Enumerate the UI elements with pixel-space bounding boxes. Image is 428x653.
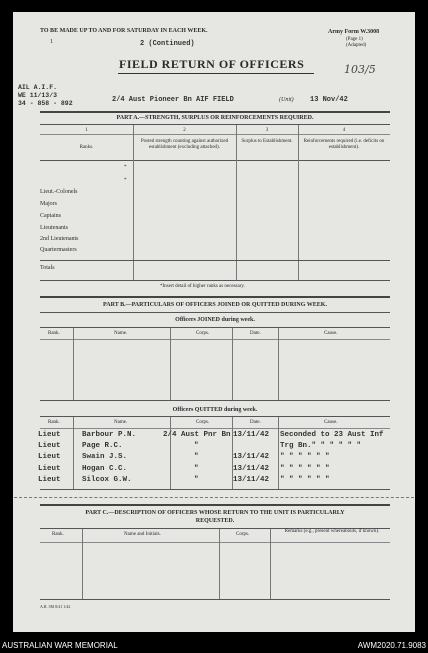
- rule: [40, 280, 390, 281]
- rank-label: Lieut.-Colonels: [40, 189, 78, 195]
- handwritten-reference: 103/5: [344, 63, 376, 76]
- col-date: Date.: [250, 331, 261, 336]
- row-name: Swain J.S.: [82, 453, 128, 461]
- col-date: Date.: [250, 420, 261, 425]
- part-a-title: PART A.—STRENGTH, SURPLUS OR REINFORCEMENTS REQUIRED.: [116, 115, 314, 121]
- part-c-title-line1: PART C.—DESCRIPTION OF OFFICERS WHOSE RETURN TO THE UNIT IS PARTICULARLY: [85, 510, 345, 516]
- rank-label: Lieutenants: [40, 225, 68, 231]
- column-divider: [298, 125, 299, 280]
- col-name: Name.: [114, 420, 128, 425]
- rank-label: Majors: [40, 201, 57, 207]
- rule: [40, 599, 390, 600]
- col-rank: Rank.: [48, 420, 60, 425]
- col-number: 4: [342, 128, 346, 133]
- column-divider: [73, 417, 74, 489]
- column-divider: [270, 529, 271, 599]
- rule: [40, 339, 390, 340]
- column-divider: [232, 328, 233, 400]
- row-corps: ": [194, 465, 199, 473]
- rule: [40, 134, 390, 135]
- col-remarks: Remarks (e.g., present whereabouts, if known).: [284, 529, 380, 534]
- col-header-ranks: Ranks.: [79, 145, 94, 150]
- col-number: 2: [183, 128, 186, 133]
- row-name: Hogan C.C.: [82, 465, 128, 473]
- footnote: *Insert detail of higher ranks as necessary.: [160, 284, 245, 289]
- army-form-label: Army Form W.3008: [328, 29, 380, 35]
- row-date: 13/11/42: [233, 476, 270, 484]
- rule: [40, 160, 390, 161]
- row-corps: 2/4 Aust Pnr Bn: [163, 431, 231, 439]
- rank-label: Captains: [40, 213, 61, 219]
- archive-id: AWM2020.71.9083: [357, 641, 426, 650]
- col-corps: Corps.: [196, 420, 210, 425]
- rule: [40, 542, 390, 543]
- col-header-reinforcements: Reinforcements required (i.e. deficits on establishment).: [303, 139, 385, 150]
- row-corps: ": [194, 476, 199, 484]
- unit-typed: 2/4 Aust Pioneer Bn AIF FIELD: [112, 96, 234, 104]
- row-cause: Trg Bn." " " " " ": [280, 442, 362, 450]
- column-divider: [170, 328, 171, 400]
- row-rank: Lieut: [38, 442, 61, 450]
- adapted-label: (Adapted): [346, 43, 367, 48]
- page-label: (Page 1): [346, 37, 363, 42]
- date-typed: 13 Nov/42: [310, 96, 348, 104]
- column-divider: [219, 529, 220, 599]
- archive-footer: [0, 638, 428, 653]
- quitted-title: Officers QUITTED during week.: [172, 407, 258, 413]
- row-rank: Lieut: [38, 465, 61, 473]
- rank-label: 2nd Lieutenants: [40, 236, 79, 242]
- col-corps: Corps.: [196, 331, 210, 336]
- row-rank: Lieut: [38, 431, 61, 439]
- rule: [40, 124, 390, 125]
- row-corps: ": [194, 453, 199, 461]
- column-divider: [82, 529, 83, 599]
- file-stamp-line: WE 11/13/3: [18, 92, 58, 99]
- pencil-mark: 1: [50, 39, 53, 45]
- archive-name: AUSTRALIAN WAR MEMORIAL: [2, 641, 118, 650]
- file-stamp-line: 34 - 858 - 892: [18, 100, 73, 107]
- star-mark: *: [124, 178, 127, 183]
- rule: [40, 312, 390, 313]
- joined-title: Officers JOINED during week.: [175, 317, 255, 323]
- form-title: FIELD RETURN OF OFFICERS: [119, 57, 305, 71]
- col-cause: Cause.: [324, 420, 338, 425]
- rule: [40, 296, 390, 298]
- notice-text: TO BE MADE UP TO AND FOR SATURDAY IN EACH WEEK.: [40, 28, 208, 34]
- row-date: 13/11/42: [233, 453, 270, 461]
- rule: [40, 428, 390, 429]
- column-divider: [236, 125, 237, 280]
- rule: [40, 111, 390, 113]
- rule: [40, 504, 390, 506]
- row-name: Silcox G.W.: [82, 476, 132, 484]
- file-stamp: [18, 84, 73, 108]
- col-header-surplus: Surplus to Establishment.: [241, 139, 293, 144]
- col-number: 3: [265, 128, 269, 133]
- totals-label: Totals: [40, 265, 55, 271]
- perforation-line: [14, 497, 414, 498]
- row-cause: " " " " " ": [280, 476, 330, 484]
- column-divider: [73, 328, 74, 400]
- rule: [40, 260, 390, 261]
- file-stamp-line: AIL A.I.F.: [18, 84, 58, 91]
- row-cause: " " " " " ": [280, 453, 330, 461]
- title-underline: [118, 73, 314, 74]
- column-divider: [278, 417, 279, 489]
- col-name: Name.: [114, 331, 128, 336]
- column-divider: [278, 328, 279, 400]
- rule: [40, 327, 390, 328]
- column-divider: [170, 417, 171, 489]
- col-cause: Cause.: [324, 331, 338, 336]
- print-code: A.R. 3M 8/41 1/42: [40, 604, 71, 609]
- star-mark: *: [124, 165, 127, 170]
- col-number: 1: [85, 128, 88, 133]
- part-b-title: PART B.—PARTICULARS OF OFFICERS JOINED OR QUITTED DURING WEEK.: [103, 302, 327, 308]
- row-date: 13/11/42: [233, 465, 270, 473]
- col-header-posted-strength: Posted strength counting against authorized establishment (excluding attached).: [140, 139, 229, 150]
- rule: [40, 400, 390, 401]
- rank-label: Quartermasters: [40, 247, 77, 253]
- col-rank: Rank.: [48, 331, 60, 336]
- rule: [40, 489, 390, 490]
- unit-label: (Unit): [279, 97, 294, 103]
- row-cause: Seconded to 23 Aust Inf: [280, 431, 384, 439]
- row-cause: " " " " " ": [280, 465, 330, 473]
- col-name-initials: Name and Initials.: [124, 532, 161, 537]
- part-c-title-line2: REQUESTED.: [195, 518, 235, 524]
- col-rank: Rank.: [52, 532, 64, 537]
- row-date: 13/11/42: [233, 431, 270, 439]
- col-corps: Corps.: [236, 532, 250, 537]
- row-name: Page R.C.: [82, 442, 123, 450]
- row-corps: ": [194, 442, 199, 450]
- column-divider: [133, 125, 134, 280]
- row-rank: Lieut: [38, 476, 61, 484]
- row-name: Barbour P.N.: [82, 431, 137, 439]
- rule: [40, 416, 390, 417]
- row-rank: Lieut: [38, 453, 61, 461]
- continued-mark: 2 (Continued): [140, 40, 195, 48]
